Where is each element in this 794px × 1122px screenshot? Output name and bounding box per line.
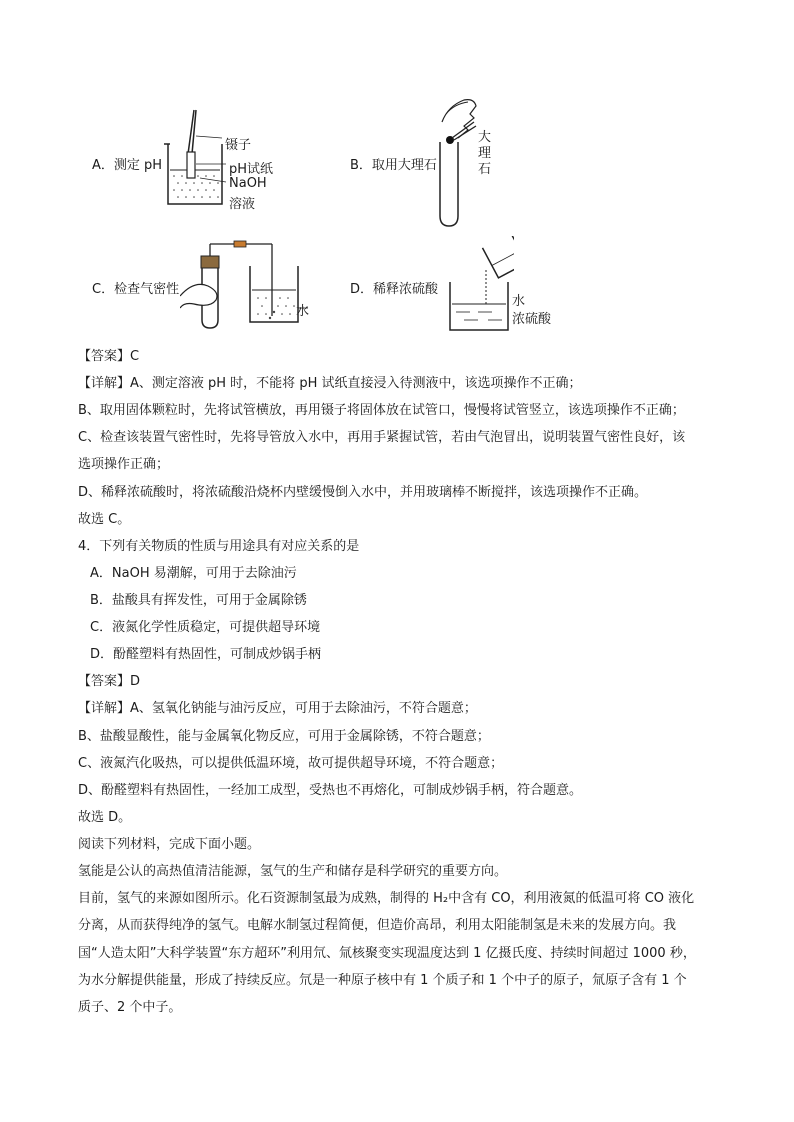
q3-detail-line: D、稀释浓硫酸时，将浓硫酸沿烧杯内壁缓慢倒入水中，并用玻璃棒不断搅拌，该选项操作不正确。 <box>78 485 648 500</box>
option-c-label: C．检查气密性 <box>92 282 180 297</box>
label-water-d: 水 <box>512 294 526 309</box>
passage-line: 目前，氢气的来源如图所示。化石资源制氢最为成熟，制得的 H₂中含有 CO，利用液氮的低温可将 CO 液化 <box>78 891 695 906</box>
passage-line: 氢能是公认的高热值清洁能源，氢气的生产和储存是科学研究的重要方向。 <box>78 864 508 879</box>
q3-detail-line: 故选 C。 <box>78 512 131 527</box>
option-b-label: B．取用大理石 <box>350 158 437 173</box>
passage-line: 国“人造太阳”大科学装置“东方超环”利用氘、氚核聚变实现温度达到 1 亿摄氏度、持续时间超过 1000 秒， <box>78 946 696 961</box>
label-marble: 大理石 <box>478 130 492 177</box>
q4-detail-line: C、液氮汽化吸热，可以提供低温环境，故可提供超导环境，不符合题意； <box>78 756 504 771</box>
passage-line: 分离，从而获得纯净的氢气。电解水制氢过程简便，但造价高昂，利用太阳能制氢是未来的发展方向。我 <box>78 918 677 933</box>
ph-measure-diagram <box>160 108 230 208</box>
option-a-label: A．测定 pH <box>92 158 163 173</box>
q3-answer: 【答案】C <box>78 349 140 364</box>
airtight-check-diagram <box>180 238 315 330</box>
q4-detail-line: D、酚醛塑料有热固性，一经加工成型，受热也不再熔化，可制成炒锅手柄，符合题意。 <box>78 783 583 798</box>
q4-option-a: A．NaOH 易潮解，可用于去除油污 <box>90 566 297 581</box>
q4-option-b: B．盐酸具有挥发性，可用于金属除锈 <box>90 593 307 608</box>
q4-option-d: D．酚醛塑料有热固性，可制成炒锅手柄 <box>90 647 322 662</box>
q4-detail-line: B、盐酸显酸性，能与金属氧化物反应，可用于金属除锈，不符合题意； <box>78 729 490 744</box>
dilute-acid-diagram <box>444 236 514 332</box>
option-d-label: D．稀释浓硫酸 <box>350 282 439 297</box>
q3-detail-line: C、检查该装置气密性时，先将导管放入水中，再用手紧握试管，若由气泡冒出，说明装置气密性良好，该 <box>78 430 686 445</box>
label-naoh: NaOH <box>229 176 267 191</box>
q4-option-c: C．液氮化学性质稳定，可提供超导环境 <box>90 620 321 635</box>
passage-line: 阅读下列材料，完成下面小题。 <box>78 837 261 852</box>
label-acid: 浓硫酸 <box>512 312 552 327</box>
passage-line: 为水分解提供能量，形成了持续反应。氘是一种原子核中有 1 个质子和 1 个中子的原子，氚原子含有 1 个 <box>78 973 687 988</box>
passage-line: 质子、2 个中子。 <box>78 1000 182 1015</box>
label-water-c: 水 <box>296 304 310 319</box>
label-solution: 溶液 <box>229 197 256 212</box>
marble-testtube-diagram <box>434 92 484 232</box>
q4-detail-line: 故选 D。 <box>78 810 132 825</box>
q3-detail-line: 选项操作正确； <box>78 457 170 472</box>
q4-answer: 【答案】D <box>78 674 141 689</box>
q4-detail-line: 【详解】A、氢氧化钠能与油污反应，可用于去除油污，不符合题意； <box>78 701 477 716</box>
q4-stem: 4．下列有关物质的性质与用途具有对应关系的是 <box>78 539 360 554</box>
label-ph-paper: pH试纸 <box>229 162 274 177</box>
q3-detail-line: 【详解】A、测定溶液 pH 时，不能将 pH 试纸直接浸入待测液中，该选项操作不正确； <box>78 376 582 391</box>
label-tweezers: 镊子 <box>225 138 252 153</box>
q3-detail-line: B、取用固体颗粒时，先将试管横放，再用镊子将固体放在试管口，慢慢将试管竖立，该选项操作不正确； <box>78 403 685 418</box>
